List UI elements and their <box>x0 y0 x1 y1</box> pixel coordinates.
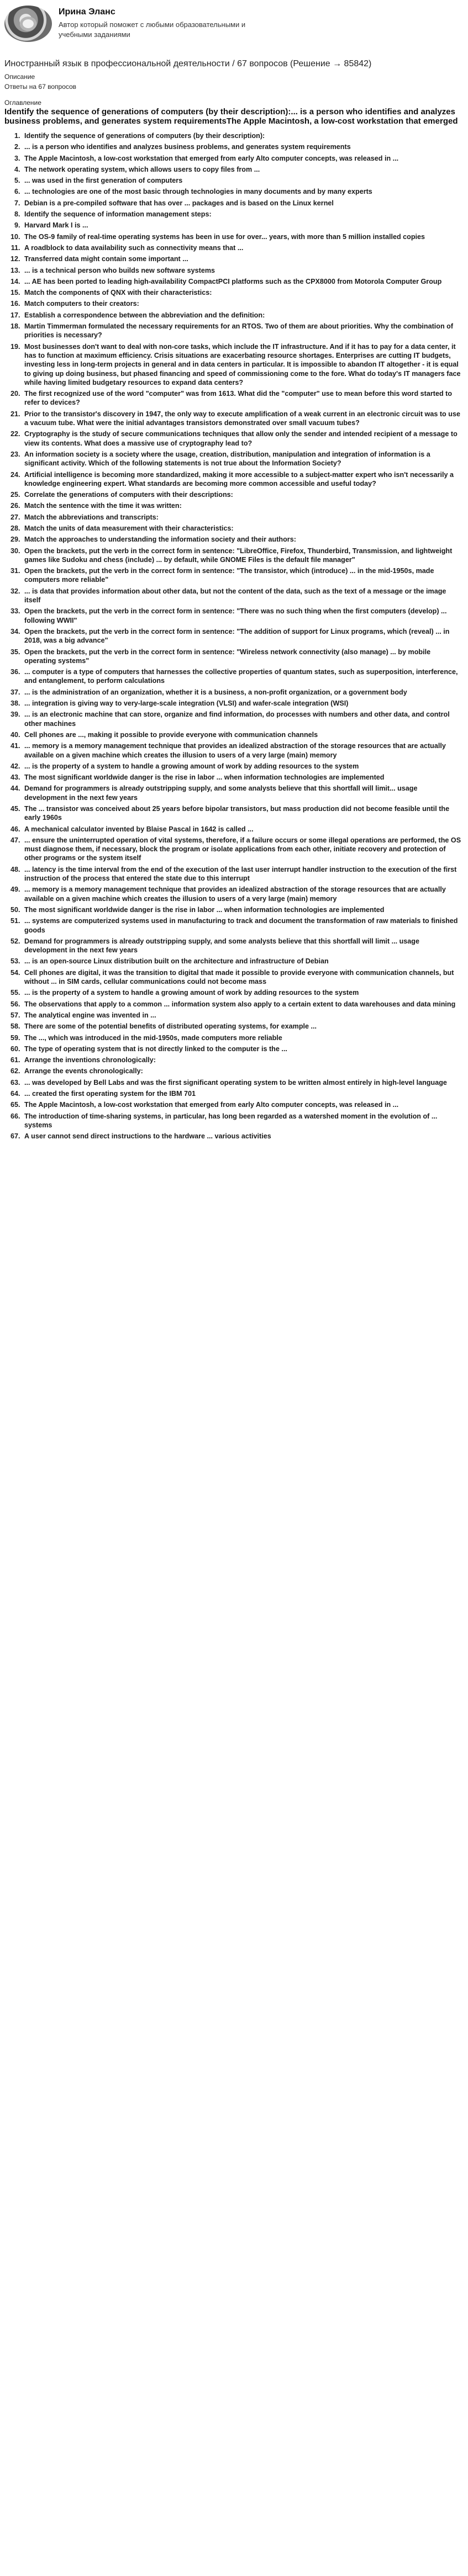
question-item[interactable]: 32. ... is data that provides information about other data, but not the content of the data, such as the text of a message or the image itself <box>22 587 461 605</box>
question-item[interactable]: 28. Match the units of data measurement with their characteristics: <box>22 524 461 533</box>
question-item[interactable]: 41. ... memory is a memory management technique that provides an idealized abstraction of the storage resources that are actually available on a given machine which creates the illusion to users of a very large (main) memory <box>22 741 461 760</box>
question-item[interactable]: 15. Match the components of QNX with their characteristics: <box>22 288 461 297</box>
question-item[interactable]: 11. A roadblock to data availability such as connectivity means that ... <box>22 243 461 252</box>
question-item[interactable]: 24. Artificial intelligence is becoming more standardized, making it more accessible to a subject-matter expert who isn't necessarily a knowledge engineering expert. What standards are becoming more common accessible and useful today? <box>22 470 461 489</box>
question-item[interactable]: 59. The ..., which was introduced in the mid-1950s, made computers more reliable <box>22 1033 461 1042</box>
question-item[interactable]: 4. The network operating system, which allows users to copy files from ... <box>22 165 461 174</box>
question-item[interactable]: 20. The first recognized use of the word "computer" was from 1613. What did the "computer" use to mean before this word started to refer to devices? <box>22 389 461 407</box>
question-item[interactable]: 14. ... AE has been ported to leading high-availability CompactPCI platforms such as the CPX8000 from Motorola Computer Group <box>22 277 461 286</box>
question-item[interactable]: 49. ... memory is a memory management technique that provides an idealized abstraction of the storage resources that are actually available on a given machine which creates the illusion to users of a very large (main) memory <box>22 885 461 903</box>
question-item[interactable]: 23. An information society is a society where the usage, creation, distribution, manipulation and integration of information is a significant activity. Which of the following statements is not true about the Information Society? <box>22 450 461 468</box>
answers-link[interactable]: Ответы на 67 вопросов <box>4 83 77 91</box>
question-list <box>4 131 461 1141</box>
question-item[interactable]: 66. The introduction of time-sharing systems, in particular, has long been regarded as a watershed moment in the evolution of ... systems <box>22 1112 461 1130</box>
question-item[interactable]: 17. Establish a correspondence between the abbreviation and the definition: <box>22 311 461 320</box>
question-item[interactable]: 64. ... created the first operating system for the IBM 701 <box>22 1089 461 1098</box>
question-item[interactable]: 18. Martin Timmerman formulated the necessary requirements for an RTOS. Two of them are about priorities. Why the combination of priorities is necessary? <box>22 322 461 340</box>
question-item[interactable]: 43. The most significant worldwide danger is the rise in labor ... when information technologies are implemented <box>22 773 461 782</box>
question-item[interactable]: 35. Open the brackets, put the verb in the correct form in sentence: "Wireless network connectivity (also manage) ... by mobile operating systems" <box>22 648 461 666</box>
question-item[interactable]: 37. ... is the administration of an organization, whether it is a business, a non-profit organization, or a government body <box>22 688 461 697</box>
author-name[interactable]: Ирина Эланс <box>59 7 115 17</box>
author-info <box>59 6 269 40</box>
question-item[interactable]: 7. Debian is a pre-compiled software that has over ... packages and is based on the Linux kernel <box>22 199 461 208</box>
question-item[interactable]: 48. ... latency is the time interval from the end of the execution of the last user interrupt handler instruction to the execution of the first instruction of the process that entered the state due to this interrupt <box>22 865 461 883</box>
question-item[interactable]: 53. ... is an open-source Linux distribution built on the architecture and infrastructure of Debian <box>22 957 461 966</box>
question-item[interactable]: 61. Arrange the inventions chronologically: <box>22 1056 461 1064</box>
question-item[interactable]: 42. ... is the property of a system to handle a growing amount of work by adding resources to the system <box>22 762 461 771</box>
question-item[interactable]: 57. The analytical engine was invented in ... <box>22 1011 461 1020</box>
question-item[interactable]: 21. Prior to the transistor's discovery in 1947, the only way to execute amplification of a weak current in an electronic circuit was to use a vacuum tube. What were the initial advantages transistors demonstrated over small vacuum tubes? <box>22 410 461 428</box>
toc-lead: Identify the sequence of generations of computers (by their description):... is a person who identifies and analyzes business problems, and generates system requirementsThe Apple Macintosh, a low-cost workstation that emerged <box>4 107 458 126</box>
question-item[interactable]: 65. The Apple Macintosh, a low-cost workstation that emerged from early Alto computer concepts, was released in ... <box>22 1100 461 1109</box>
question-item[interactable]: 3. The Apple Macintosh, a low-cost workstation that emerged from early Alto computer concepts, was released in ... <box>22 154 461 163</box>
question-item[interactable]: 39. ... is an electronic machine that can store, organize and find information, do processes with numbers and other data, and control other machines <box>22 710 461 728</box>
question-item[interactable]: 2. ... is a person who identifies and analyzes business problems, and generates system requirements <box>22 142 461 151</box>
question-item[interactable]: 50. The most significant worldwide danger is the rise in labor ... when information technologies are implemented <box>22 905 461 914</box>
question-item[interactable]: 54. Cell phones are digital, it was the transition to digital that made it possible to provide everyone with communication channels, but without ... in SIM cards, cellular communications could not become mass <box>22 968 461 987</box>
question-item[interactable]: 63. ... was developed by Bell Labs and was the first significant operating system to be written almost entirely in high-level language <box>22 1078 461 1087</box>
question-item[interactable]: 19. Most businesses don't want to deal with non-core tasks, which include the IT infrastructure. And if it has to pay for a data center, it has to function at maximum efficiency. Crisis situations are exacerbating resource shortages. Enterprises are cutting IT budgets, investing less in long-term projects in general and in data centers in particular. It is impossible to abandon IT altogether - it is equal to giving up doing business, but phased financing and speed of commissioning come to the fore. What do today's IT managers face while having limited budgetary resources to expand data centers? <box>22 342 461 387</box>
question-item[interactable]: 27. Match the abbreviations and transcripts: <box>22 513 461 522</box>
question-item[interactable]: 30. Open the brackets, put the verb in the correct form in sentence: "LibreOffice, Firefox, Thunderbird, Transmission, and lightweight games like Sudoku and chess (include) ... by default, while GNOME Files is the default file manager" <box>22 547 461 565</box>
question-item[interactable]: 55. ... is the property of a system to handle a growing amount of work by adding resources to the system <box>22 988 461 997</box>
question-item[interactable]: 6. ... technologies are one of the most basic through technologies in many documents and by many experts <box>22 187 461 196</box>
question-item[interactable]: 8. Identify the sequence of information management steps: <box>22 210 461 219</box>
question-item[interactable]: 62. Arrange the events chronologically: <box>22 1067 461 1075</box>
question-item[interactable]: 29. Match the approaches to understanding the information society and their authors: <box>22 535 461 544</box>
question-item[interactable]: 12. Transferred data might contain some important ... <box>22 255 461 263</box>
description-link[interactable]: Описание <box>4 73 35 81</box>
question-item[interactable]: 44. Demand for programmers is already outstripping supply, and some analysts believe that this shortfall will limit... usage development in the next few years <box>22 784 461 802</box>
toc-label: Оглавление <box>4 99 41 107</box>
question-item[interactable]: 33. Open the brackets, put the verb in the correct form in sentence: "There was no such thing when the first computers (develop) ... following WWII" <box>22 607 461 625</box>
question-item[interactable]: 1. Identify the sequence of generations of computers (by their description): <box>22 131 461 140</box>
question-item[interactable]: 46. A mechanical calculator invented by Blaise Pascal in 1642 is called ... <box>22 825 461 834</box>
question-item[interactable]: 26. Match the sentence with the time it was written: <box>22 501 461 510</box>
question-item[interactable]: 10. The OS-9 family of real-time operating systems has been in use for over... years, with more than 5 million installed copies <box>22 232 461 241</box>
question-item[interactable]: 9. Harvard Mark I is ... <box>22 221 461 230</box>
question-item[interactable]: 13. ... is a technical person who builds new software systems <box>22 266 461 275</box>
question-item[interactable]: 5. ... was used in the first generation of computers <box>22 176 461 185</box>
question-item[interactable]: 22. Cryptography is the study of secure communications techniques that allow only the sender and intended recipient of a message to view its contents. What does a massive use of cryptography lead to? <box>22 430 461 448</box>
question-item[interactable]: 16. Match computers to their creators: <box>22 299 461 308</box>
question-item[interactable]: 38. ... integration is giving way to very-large-scale integration (VLSI) and wafer-scale integration (WSI) <box>22 699 461 708</box>
question-item[interactable]: 40. Cell phones are ..., making it possible to provide everyone with communication channels <box>22 730 461 739</box>
question-item[interactable]: 34. Open the brackets, put the verb in the correct form in sentence: "The addition of support for Linux programs, which (reveal) ... in 2018, was a big advance" <box>22 627 461 645</box>
question-item[interactable]: 31. Open the brackets, put the verb in the correct form in sentence: "The transistor, which (introduce) ... in the mid-1950s, made computers more reliable" <box>22 566 461 585</box>
question-item[interactable]: 60. The type of operating system that is not directly linked to the computer is the ... <box>22 1045 461 1053</box>
question-item[interactable]: 56. The observations that apply to a common ... information system also apply to a certain extent to data warehouses and data mining <box>22 1000 461 1009</box>
question-item[interactable]: 47. ... ensure the uninterrupted operation of vital systems, therefore, if a failure occurs or some illegal operations are performed, the OS must diagnose them, if necessary, block the program or isolate applications from each other, initiate recovery and protection of other programs or the system itself <box>22 836 461 863</box>
page-title: Иностранный язык в профессиональной деятельности / 67 вопросов (Решение → 85842) <box>4 59 372 68</box>
author-header <box>4 0 461 49</box>
question-item[interactable]: 45. The ... transistor was conceived about 25 years before bipolar transistors, but mass production did not become feasible until the early 1960s <box>22 804 461 823</box>
question-item[interactable]: 67. A user cannot send direct instructions to the hardware ... various activities <box>22 1132 461 1141</box>
question-item[interactable]: 25. Correlate the generations of computers with their descriptions: <box>22 490 461 499</box>
avatar[interactable] <box>4 6 52 42</box>
question-item[interactable]: 52. Demand for programmers is already outstripping supply, and some analysts believe that this shortfall will limit ... usage development in the next few years <box>22 937 461 955</box>
author-description: Автор который поможет с любыми образовательными и учебными заданиями <box>59 20 246 39</box>
question-item[interactable]: 36. ... computer is a type of computers that harnesses the collective properties of quantum states, such as superposition, interference, and entanglement, to perform calculations <box>22 667 461 686</box>
question-item[interactable]: 51. ... systems are computerized systems used in manufacturing to track and document the transformation of raw materials to finished goods <box>22 916 461 935</box>
question-item[interactable]: 58. There are some of the potential benefits of distributed operating systems, for example ... <box>22 1022 461 1031</box>
page-root <box>0 0 468 1141</box>
